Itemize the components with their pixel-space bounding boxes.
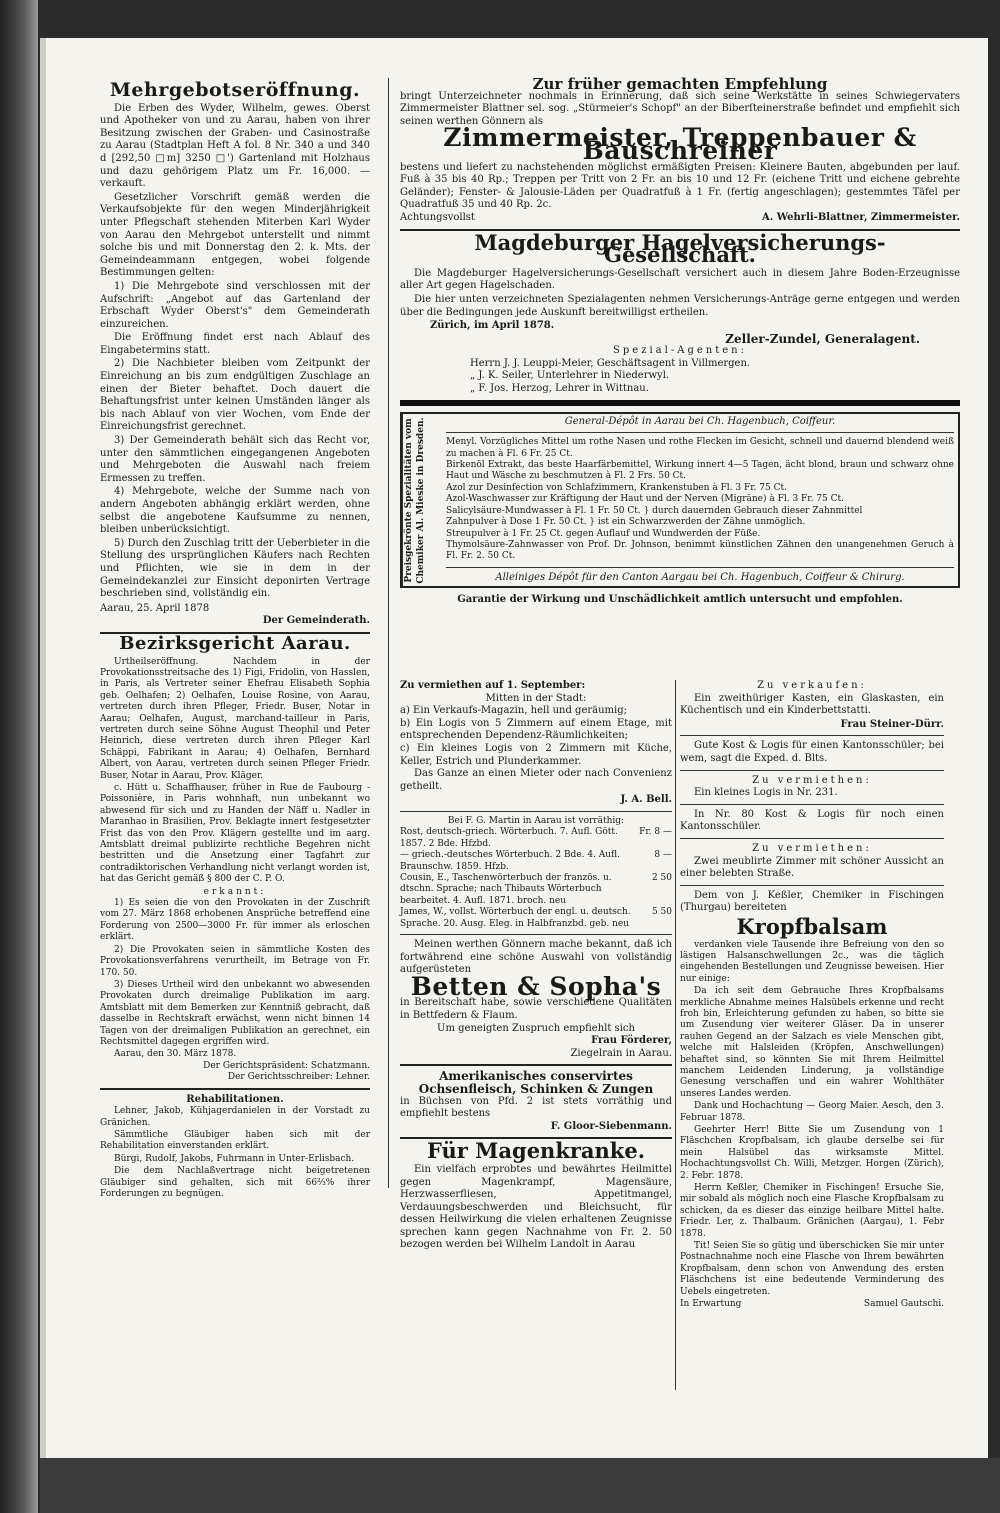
ad-text: Ein zweithüriger Kasten, ein Glaskasten, ein Küchentisch und ein Kinderbettstatti.: [680, 692, 944, 717]
closing: In Erwartung: [680, 1299, 742, 1310]
ad-text: bestens und liefert zu nachstehenden möglichst ermäßigten Preisen: Kleinere Bauten, abgebunden per lauf. Fuß à 35 bis 40 Rp.; Treppen per Tritt von 2 Fr. an bis 10 und 12 Fr. (eichene Tritt und eichene gebrehte Geländer); Fenster- & Jalousie-Läden per Quadratfuß à 1 Fr. (fertig angeschlagen); gestemmtes Täfel per Quadratfuß 35 und 40 Rp. 2c.: [400, 161, 960, 211]
signature: Samuel Gautschi.: [863, 1299, 944, 1310]
book-row: [400, 827, 672, 850]
paragraph: c. Hütt u. Schaffhauser, früher in Rue de Faubourg - Poissonière, in Paris wohnhaft, nun unbekannt wo abwesend für sich und zu Handen der Näff u. Nadler in Maranhao in Brasilien, Prov. Beklagte innert festgesetzter Frist das von den Prov. Klägern gestellte und im aarg. Amtsblatt dreimal publizirte rechtliche Begehren nicht bestritten und die Ansetzung einer Tagfahrt zur contradiktorischen Verhandlung nicht verlangt worden ist, hat das Gericht gemäß § 800 der C. P. O.: [100, 783, 370, 885]
left-column: [100, 80, 370, 1201]
ad-title-betten: Betten & Sopha's: [410, 971, 662, 1001]
agents-heading: Spezial-Agenten:: [613, 345, 747, 357]
ad-heading: Zu verkaufen:: [757, 680, 867, 691]
erkannt-label: erkannt:: [203, 886, 267, 897]
ad-text: In Nr. 80 Kost & Logis für noch einen Kantonsschüler.: [680, 808, 944, 833]
ad-text: in Büchsen von Pfd. 2 ist stets vorräthig und empfiehlt bestens: [400, 1095, 672, 1120]
ad-heading: Zu vermiethen:: [752, 774, 872, 786]
book-title: Rost, deutsch-griech. Wörterbuch. 7. Aufl. Gött. 1857. 2 Bde. Hfzbd.: [400, 827, 618, 849]
ad-text: Die hier unten verzeichneten Spezialagenten nehmen Versicherungs-Anträge gerne entgegen und werden über die Bedingungen jede Auskunft bereitwilligst ertheilen.: [400, 293, 960, 318]
ad-text: Die Magdeburger Hagelversicherungs-Gesellschaft versichert auch in diesem Jahre Boden-Erzeugnisse aller Art gegen Hagelschaden.: [400, 267, 960, 292]
paragraph: 1) Die Mehrgebote sind verschlossen mit der Aufschrift: „Angebot auf das Gartenland der Erbschaft Wyder Oberst's" dem Gemeinderath einzureichen.: [100, 280, 370, 330]
book-price: 2 50: [651, 872, 672, 883]
signature: Der Gerichtsschreiber: Lehner.: [227, 1072, 370, 1083]
ad-text: verdanken viele Tausende ihre Befreiung von den so lästigen Halsanschwellungen 2c., was die täglich eingehenden Bestellungen und Zeugnisse beweisen. Hier nur einige:: [680, 939, 944, 984]
ad-text: Meinen werthen Gönnern mache bekannt, daß ich fortwährend eine schöne Auswahl von vollständig aufgerüsteten: [400, 939, 672, 976]
closing: Achtungsvollst: [400, 211, 475, 223]
paragraph: Urtheilseröffnung. Nachdem in der Provokationsstreitsache des 1) Figi, Fridolin, von Hasslen, in Paris, als Vertreter seiner Ehefrau Elisabeth Sophia geb. Oelhafen; 2) Oelhafen, Louise Rosine, von Aarau, vertreten durch ihren Pfleger, Friedr. Buser, Notar in Aarau; Oelhafen, August, marchand-tailleur in Paris, vertreten durch seine Söhne August Theophil und Peter Heinrich, diese vertreten durch ihren Pfleger Karl Schäppi, Fabrikant in Aarau; 4) Oelhafen, Bernhard Albert, von Aarau, vertreten durch seinen Pfleger Friedr. Buser, Notar in Aarau, Prov. Kläger.: [100, 656, 370, 781]
address: Ziegelrain in Aarau.: [570, 1047, 672, 1059]
paragraph: Die Eröffnung findet erst nach Ablauf des Eingabetermins statt.: [100, 332, 370, 356]
paragraph: Bürgi, Rudolf, Jakobs, Fuhrmann in Unter-Erlisbach.: [114, 1153, 355, 1164]
date: Aarau, den 30. März 1878.: [114, 1049, 237, 1060]
product-item: Thymolsäure-Zahnwasser von Prof. Dr. Johnson, benimmt künstlichen Zähnen den unangenehmen Geruch à Fl. Fr. 2. 50 Ct.: [446, 539, 954, 562]
book-price: 8 —: [654, 850, 672, 861]
agent-line: „ J. K. Seiler, Unterlehrer in Niederwyl.: [470, 370, 670, 382]
ad-text: Ein vielfach erprobtes und bewährtes Heilmittel gegen Magenkrampf, Magensäure, Herzwasserfliesen, Appetitmangel, Verdauungsbeschwerden und Bleichsucht, für dessen Heilwirkung die vielen erhaltenen Zeugnisse sprechen kann gegen Nachnahme von Fr. 2. 50 bezogen werden bei Wilhelm Landolt in Aarau: [400, 1163, 672, 1251]
testimonial: Dank und Hochachtung — Georg Maier. Aesch, den 3. Februar 1878.: [680, 1101, 944, 1123]
product-item: Menyl. Vorzügliches Mittel um rothe Nasen und rothe Flecken im Gesicht, schnell und dauernd blendend weiß zu machen à Fl. 6 Fr. 25 Ct.: [446, 437, 954, 459]
testimonial: Geehrter Herr! Bitte Sie um Zusendung von 1 Fläschchen Kropfbalsam, ich glaube derselbe sei für mein Halsübel das wirksamste Mittel. Hochachtungsvollst Ch. Willi, Metzger. Horgen (Zürich), 2. Febr. 1878.: [680, 1125, 944, 1181]
column-rule: [675, 680, 676, 1390]
middle-column: [400, 680, 672, 1253]
product-item: Azol zur Desinfection von Schlafzimmern, Krankenstuben à Fl. 3 Fr. 75 Ct.: [446, 482, 787, 493]
signature: Frau Steiner-Dürr.: [840, 718, 944, 730]
heading-rehabilitationen: Rehabilitationen.: [186, 1093, 284, 1105]
product-item: Streupulver à 1 Fr. 25 Ct. gegen Auflauf und Wundwerden der Füße.: [446, 528, 761, 539]
rental-item: b) Ein Logis von 5 Zimmern auf einem Etage, mit entsprechenden Dependenz-Räumlichkeiten;: [400, 717, 672, 742]
signature: J. A. Bell.: [620, 794, 672, 806]
paragraph: 4) Mehrgebote, welche der Summe nach von andern Angeboten abhängig erklärt werden, ohne selbst die angebotene Kaufsumme zu nennen, bleiben unberücksichtigt.: [100, 486, 370, 536]
rental-item: a) Ein Verkaufs-Magazin, hell und geräumig;: [400, 705, 628, 717]
paragraph: 3) Der Gemeinderath behält sich das Recht vor, unter den sämmtlichen eingegangenen Angeboten und Mehrgeboten die Auswahl nach freiem Ermessen zu treffen.: [100, 435, 370, 484]
garantie-line: Garantie der Wirkung und Unschädlichkeit amtlich untersucht und empfohlen.: [457, 594, 903, 606]
ad-title-magenkranke: Für Magenkranke.: [426, 1138, 646, 1164]
testimonial: Tit! Seien Sie so gütig und überschicken Sie mir unter Postnachnahme noch eine Flasche von Ihrem bewährten Kropfbalsam, denn schon von Anwendung des ersten Fläschchens ist eine bedeutende Verminderung des Uebels eingetreten.: [680, 1241, 944, 1297]
signature: Zeller-Zundel, Generalagent.: [725, 331, 920, 346]
ad-text: Zwei meublirte Zimmer mit schöner Aussicht an einer belebten Straße.: [680, 855, 944, 880]
book-title: — griech.-deutsches Wörterbuch. 2 Bde. 4. Aufl. Braunschw. 1859. Hfzb.: [400, 850, 620, 872]
paragraph: 2) Die Provokaten seien in sämmtliche Kosten des Provokationsverfahrens verurtheilt, im Betrage von Fr. 170. 50.: [100, 944, 370, 978]
signature: Frau Förderer,: [591, 1035, 672, 1047]
ad-heading: Zu vermiethen auf 1. September:: [400, 680, 586, 691]
ad-heading: Zu vermiethen:: [752, 842, 872, 854]
book-title: James, W., vollst. Wörterbuch der engl. u. deutsch. Sprache. 20. Ausg. Eleg. in Halbfranzbd. geb. neu: [400, 907, 631, 929]
testimonial: Herrn Keßler, Chemiker in Fischingen! Ersuche Sie, mir sobald als möglich noch eine Flasche Kropfbalsam zu schicken, da es dieser das einzige heilbare Mittel halte. Friedr. Ler, z. Thalbaum. Gränichen (Aargau), 1. Febr 1878.: [680, 1183, 944, 1239]
agent-line: „ F. Jos. Herzog, Lehrer in Wittnau.: [470, 383, 649, 395]
ad-text: bringt Unterzeichneter nochmals in Erinnerung, daß sich seine Werkstätte in seines Schwiegervaters Zimmermeister Blattner sel. sog. „Stürmeier's Schopf" an der Biberſteinerstraße befindet und empfiehlt sich seinen werthen Gönnern als: [400, 90, 960, 127]
book-row: [400, 907, 672, 930]
book-row: [400, 873, 672, 907]
divider-bar: [400, 400, 960, 406]
date: Aarau, 25. April 1878: [100, 602, 210, 614]
box-bottom-line: Alleiniges Dépôt für den Canton Aargau bei Ch. Hagenbuch, Coiffeur & Chirurg.: [495, 571, 905, 583]
rental-item: c) Ein kleines Logis von 2 Zimmern mit Küche, Keller, Estrich und Plunderkammer.: [400, 742, 672, 767]
paragraph: Die Erben des Wyder, Wilhelm, gewes. Oberst und Apotheker von und zu Aarau, haben von ihrer Besitzung zwischen der Graben- und Casinostraße zu Aarau (Stadtplan Heft A fol. 8 Nr. 340 a und 340 d [292,50 □m] 3250 □') Gartenland mit Holzhaus und dazu gehörigem Platz um Fr. 16,000. — verkauft.: [100, 102, 370, 190]
paragraph: 5) Durch den Zuschlag tritt der Ueberbieter in die Stellung des ursprünglichen Käufers nach Rechten und Pflichten, wie sie in dem in der Gemeindekanzlei zur Einsicht deponirten Vertrage beschrieben sind, vollständig ein.: [100, 537, 370, 600]
signature: F. Gloor-Siebenmann.: [550, 1120, 672, 1132]
paragraph: Gesetzlicher Vorschrift gemäß werden die Verkaufsobjekte für den wegen Minderjährigkeit unter Pflegschaft stehenden Miterben Karl Wyder von Aarau den Mehrgebot unterstellt und nimmt solche bis und mit Donnerstag den 2. k. Mts. der Gemeindeammann entgegen, wobei folgende Bestimmungen gelten:: [100, 191, 370, 279]
signature: Der Gerichtspräsident: Schatzmann.: [203, 1060, 370, 1071]
book-spine: [0, 0, 38, 1513]
ad-heading: Amerikanisches conservirtes Ochsenfleisch, Schinken & Zungen: [418, 1069, 654, 1096]
signature: A. Wehrli-Blattner, Zimmermeister.: [762, 211, 960, 223]
agent-line: Herrn J. J. Leuppi-Meier, Geschäftsagent in Villmergen.: [470, 357, 751, 369]
box-top-line: General-Dépôt in Aarau bei Ch. Hagenbuch, Coiffeur.: [564, 415, 836, 427]
ad-title-magdeburger: Magdeburger Hagelversicherungs-Gesellschaft.: [474, 229, 886, 268]
box-side-label: Preisgekrönte Spezialitäten vom Chemiker Al. Mieske in Dresden.: [402, 414, 439, 587]
book-price: Fr. 8 —: [639, 827, 672, 838]
signature: Der Gemeinderath.: [262, 615, 370, 627]
product-item: Zahnpulver à Dose 1 Fr. 50 Ct. } ist ein Schwarzwerden der Zähne unmöglich.: [446, 517, 806, 528]
paragraph: 2) Die Nachbieter bleiben vom Zeitpunkt der Einreichung an bis zum endgültigen Zuschlage an einen der Bieter behaftet. Doch dauert die Behaftungsfrist unter keinen Umständen länger als bis nach Ablauf von vier Wochen, vom Ende der Einreichungsfrist gerechnet.: [100, 358, 370, 433]
product-item: Azol-Waschwasser zur Kräftigung der Haut und der Nerven (Migräne) à Fl. 3 Fr. 75 Ct.: [446, 494, 844, 505]
paragraph: Sämmtliche Gläubiger haben sich mit der Rehabilitation einverstanden erklärt.: [100, 1129, 370, 1152]
right-top-block: [400, 75, 960, 607]
place-date: Zürich, im April 1878.: [430, 320, 555, 332]
testimonial: Da ich seit dem Gebrauche Ihres Kropfbalsams merkliche Abnahme meines Halsübels erkenne und recht froh bin, Erleichterung gefunden zu haben, so bitte sie um Zusendung vier weiterer Gläser. Da in unserer rauhen Gegend an der Salzach es viele Menschen gibt, welche mit Halsleiden (Kröpfen, Anschwellungen) behaftet sind, so könnten Sie mit Ihrem Heilmittel manchem Leidenden Linderung, ja vollständige Genesung verschaffen und ein wahrer Wohlthäter unseres Landes werden.: [680, 986, 944, 1099]
ad-text: Ein kleines Logis in Nr. 231.: [694, 787, 838, 799]
product-item: Salicylsäure-Mundwasser à Fl. 1 Fr. 50 Ct. } durch dauernden Gebrauch dieser Zahnmittel: [446, 505, 863, 516]
ad-text: Dem von J. Keßler, Chemiker in Fischingen (Thurgau) bereiteten: [680, 889, 944, 914]
column-rule: [388, 78, 389, 1188]
ad-text: in Bereitschaft habe, sowie verschiedene Qualitäten in Bettfedern & Flaum.: [400, 997, 672, 1021]
ad-sub: Mitten in der Stadt:: [485, 692, 587, 704]
ad-title-zimmermeister: Zimmermeister, Treppenbauer & Bauschreiner: [443, 123, 917, 165]
book-title: Cousin, E., Taschenwörterbuch der französ. u. dtschn. Sprache; nach Thibauts Wörterbuch bearbeitet. 4. Aufl. 1871. broch. neu: [400, 872, 612, 906]
ad-heading: Zur früher gemachten Empfehlung: [532, 75, 828, 93]
product-item: Birkenöl Extrakt, das beste Haarfärbemittel, Wirkung innert 4—5 Tagen, ächt blond, braun und schwarz ohne Haut und Wäsche zu beschmutzen à Fl. 2 Frs. 50 Ct.: [446, 460, 954, 482]
ad-text: Gute Kost & Logis für einen Kantonsschüler; bei wem, sagt die Exped. d. Blts.: [680, 740, 944, 764]
heading-mehrgebot: Mehrgebotseröffnung.: [109, 79, 361, 101]
book-price: 5 50: [651, 907, 672, 918]
book-row: [400, 850, 672, 873]
spezialitaeten-box: [400, 412, 960, 589]
ad-text: Um geneigten Zuspruch empfiehlt sich: [437, 1022, 635, 1034]
far-right-column: [680, 680, 944, 1311]
heading-bezirksgericht: Bezirksgericht Aarau.: [119, 632, 351, 654]
ad-text: Das Ganze an einen Mieter oder nach Convenienz getheilt.: [400, 768, 672, 792]
paragraph: 1) Es seien die von den Provokaten in der Zuschrift vom 27. März 1868 erhobenen Ansprüche betreffend eine Forderung von 2500—3000 Fr. für immer als erloschen erklärt.: [100, 898, 370, 943]
ad-heading: Bei F. G. Martin in Aarau ist vorräthig:: [447, 815, 625, 826]
paragraph: Die dem Nachlaßvertrage nicht beigetretenen Gläubiger sind gehalten, sich mit 66⅔% ihrer Forderungen zu begnügen.: [100, 1166, 370, 1199]
ad-title-kropfbalsam: Kropfbalsam: [736, 913, 888, 939]
scan-background: [40, 1458, 1000, 1513]
paragraph: 3) Dieses Urtheil wird den unbekannt wo abwesenden Provokaten durch dreimalige Publikation im aarg. Amtsblatt mit dem Bemerken zur Kenntniß gebracht, daß dasselbe in Rechtskraft erwächst, wenn nicht binnen 14 Tagen von der dreimaligen Publikation an gerechnet, ein Rechtsmittel dagegen ergriffen wird.: [100, 979, 370, 1047]
paragraph: Lehner, Jakob, Kühjagerdanielen in der Vorstadt zu Gränichen.: [100, 1106, 370, 1128]
